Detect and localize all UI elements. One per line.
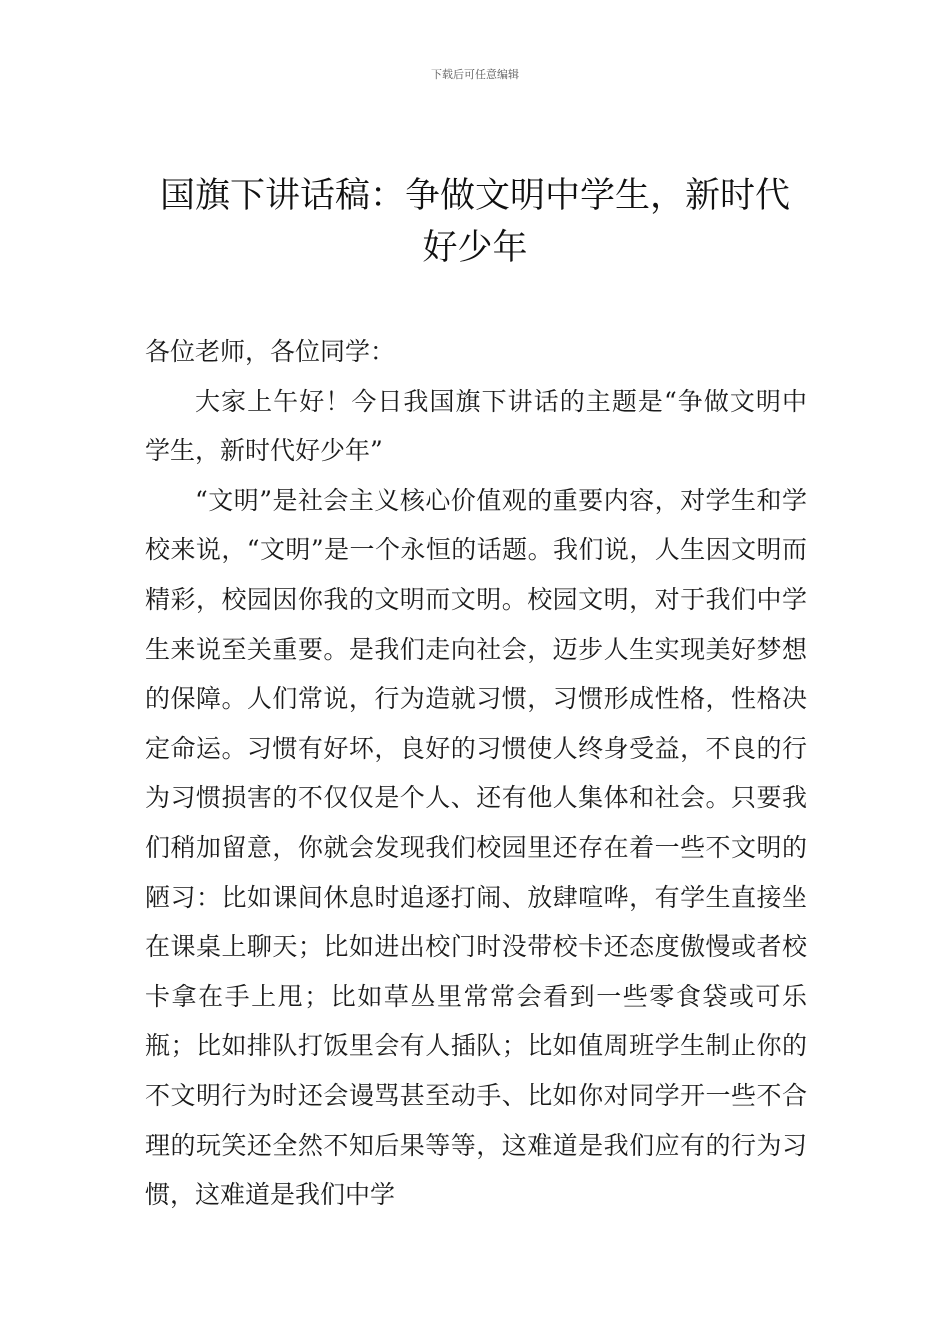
document-title: 国旗下讲话稿：争做文明中学生，新时代好少年	[159, 176, 790, 268]
document-body	[145, 327, 807, 1220]
header-note: 下载后可任意编辑	[431, 68, 519, 81]
paragraph-2: “文明”是社会主义核心价值观的重要内容，对学生和学校来说，“文明”是一个永恒的话题。我们说，人生因文明而精彩，校园因你我的文明而文明。校园文明，对于我们中学生来说至关重要。是我们走向社会，迈步人生实现美好梦想的保障。人们常说，行为造就习惯，习惯形成性格，性格决定命运。习惯有好坏，良好的习惯使人终身受益，不良的行为习惯损害的不仅仅是个人、还有他人集体和社会。只要我们稍加留意，你就会发现我们校园里还存在着一些不文明的陋习：比如课间休息时追逐打闹、放肆喧哗，有学生直接坐在课桌上聊天；比如进出校门时没带校卡还态度傲慢或者校卡拿在手上甩；比如草丛里常常会看到一些零食袋或可乐瓶；比如排队打饭里会有人插队；比如值周班学生制止你的不文明行为时还会谩骂甚至动手、比如你对同学开一些不合理的玩笑还全然不知后果等等，这难道是我们应有的行为习惯，这难道是我们中学	[145, 485, 807, 1210]
greeting: 各位老师，各位同学：	[145, 337, 396, 366]
paragraph-1: 大家上午好！今日我国旗下讲话的主题是“争做文明中学生，新时代好少年”	[145, 386, 807, 466]
